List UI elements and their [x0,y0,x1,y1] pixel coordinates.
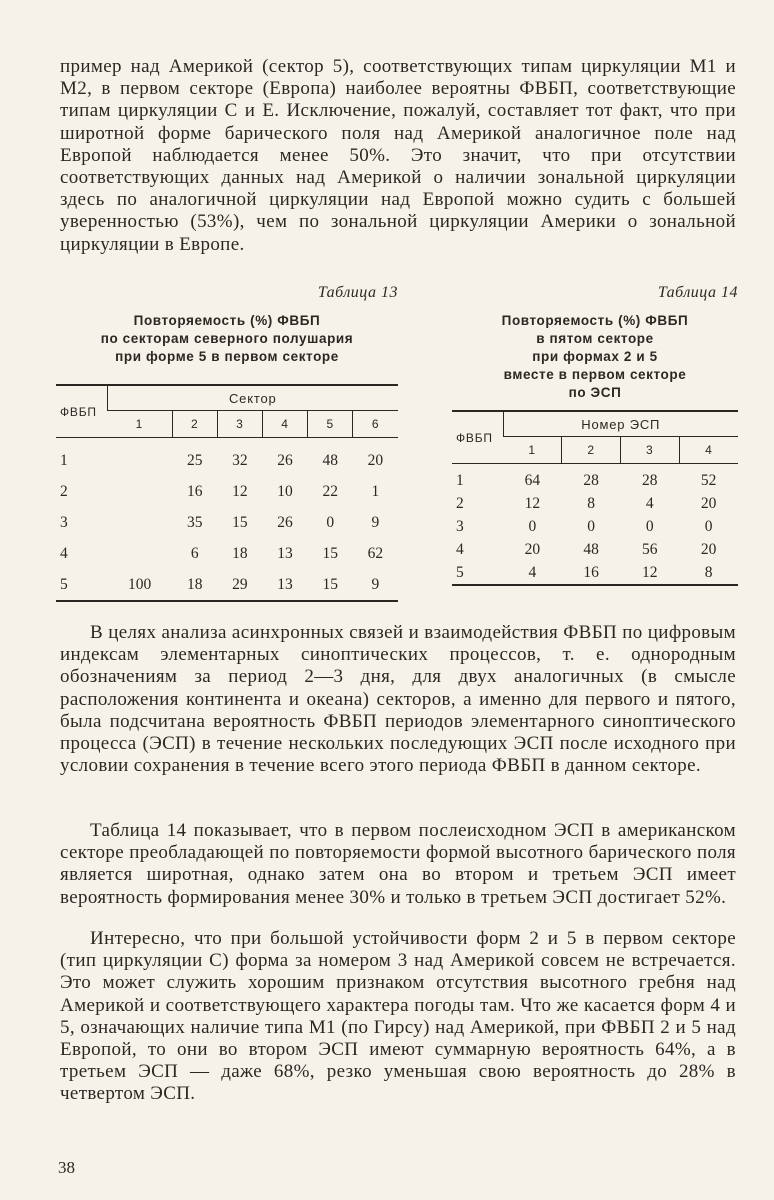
table-cell: 62 [367,544,384,562]
page-number: 38 [58,1158,75,1177]
table-14-row-label: 5 [456,563,464,581]
table-cell: 64 [524,471,541,489]
paragraph-intro: пример над Америкой (сектор 5), соответствующих типам циркуляции М1 и М2, в первом секторе (Европа) наиболее вероятны ФВБП, соответствующие типам циркуляции С и Е. Исключение, пожалуй, составляет тот факт, что при широтной форме барического поля над Америкой аналогичное поле над Европой наблюдается менее 50%. Это значит, что при отсутствии соответствующих данных над Америкой о наличии зональной циркуляции здесь по аналогичной циркуляции над Европой можно судить с большей уверенностью (53%), чем по зональной циркуляции Америки о зональной циркуляции в Европе. [60,56,736,255]
table-13-row-label: 4 [60,544,68,562]
table-cell: 6 [190,544,199,562]
table-cell: 0 [587,517,595,535]
table-14-row-label: 3 [456,517,464,535]
table-14-title-line: Повторяемость (%) ФВБП [501,313,689,328]
table-cell: 8 [704,563,713,581]
table-cell: 52 [700,471,717,489]
paragraph-analysis: В целях анализа асинхронных связей и взаимодействия ФВБП по цифровым индексам элементарных синоптических процессов, т. е. однородным обозначениям за период 2—3 дня, для двух аналогичных (в смысле расположения континента и океана) секторов, а именно для первого и пятого, была подсчитана вероятность ФВБП периодов элементарного синоптического процесса (ЭСП) в течение нескольких последующих ЭСП после исходного при условии сохранения в течение всего этого периода ФВБП в данном секторе. [60,622,736,777]
table-cell: 0 [528,517,537,535]
table-row [56,538,398,569]
table-13-row-label: 2 [60,482,68,500]
table-14-block [452,284,738,586]
table-cell: 20 [700,494,717,512]
table-13-row-label: 1 [60,451,68,469]
table-cell: 13 [277,544,293,562]
table-13-group-header: Сектор [107,385,398,411]
table-cell: 56 [642,540,658,558]
table-13-col-header: 6 [353,411,398,438]
table-row [452,464,738,493]
table-14-title-line: вместе в первом секторе [503,367,687,382]
table-14-title [452,312,738,402]
table-14-row-label: 2 [456,494,464,512]
table-14-row-label: 4 [456,540,464,558]
table-13-block [56,284,398,602]
table-14-group-header: Номер ЭСП [503,411,738,437]
table-cell: 22 [322,482,338,500]
table-row [452,515,738,538]
table-13-col-header: 1 [107,411,172,438]
table-cell: 18 [186,575,203,593]
table-cell: 48 [322,451,338,469]
table-cell: 0 [326,513,335,531]
table-row [452,492,738,515]
table-cell: 12 [642,563,658,581]
table-13-col-header: 2 [172,411,217,438]
table-13-label: Таблица 13 [317,284,398,301]
table-cell: 9 [371,513,380,531]
table-row [56,569,398,601]
table-cell: 16 [583,563,599,581]
table-cell: 0 [645,517,654,535]
table-cell: 20 [700,540,717,558]
table-14-title-line: в пятом секторе [536,331,654,346]
table-14-row-label: 1 [456,471,464,489]
table-cell: 13 [277,575,293,593]
table-14-row-header: ФВБП [452,411,503,464]
paragraph-interesting: Интересно, что при большой устойчивости форм 2 и 5 в первом секторе (тип циркуляции С) форма за номером 3 над Америкой совсем не встречается. Это может служить хорошим признаком отсутствия высотного гребня над Америкой и соответствующего характера погоды там. Что же касается форм 4 и 5, означающих наличие типа М1 (по Гирсу) над Америкой, при ФВБП 2 и 5 над Европой, то они во втором ЭСП имеют суммарную вероятность 64%, а в третьем ЭСП — даже 68%, резко уменьшая свою вероятность до 28% в четвертом ЭСП. [60,928,736,1105]
table-14-label: Таблица 14 [657,284,738,301]
table-cell: 20 [524,540,541,558]
table-cell: 29 [232,575,248,593]
table-cell: 32 [232,451,248,469]
table-row [56,507,398,538]
table-13-col-header: 4 [262,411,307,438]
table-13-col-header: 3 [217,411,262,438]
table-13-title-line: по секторам северного полушария [100,331,354,346]
table-cell: 28 [583,471,599,489]
table-cell: 35 [186,513,203,531]
paragraph-table14-discussion: Таблица 14 показывает, что в первом послеисходном ЭСП в американском секторе преобладающей по повторяемости формой высотного барического поля является широтная, однако затем она во втором и третьем ЭСП имеет вероятность формирования менее 30% и только в третьем ЭСП достигает 52%. [60,820,736,908]
table-cell: 16 [186,482,203,500]
table-cell: 100 [127,575,152,593]
table-cell: 25 [186,451,203,469]
table-cell: 48 [583,540,599,558]
table-cell: 0 [704,517,713,535]
table-14-title-line: при формах 2 и 5 [532,349,658,364]
table-cell [107,476,172,507]
table-13-title [56,312,398,366]
table-row [452,538,738,561]
table-cell: 15 [322,544,338,562]
table-cell: 10 [277,482,293,500]
table-13-col-header: 5 [308,411,353,438]
table-cell: 20 [367,451,384,469]
table-cell: 26 [277,451,293,469]
table-cell: 18 [232,544,248,562]
table-cell: 12 [232,482,248,500]
table-row [56,476,398,507]
table-cell: 26 [277,513,293,531]
table-row [452,561,738,585]
table-cell: 15 [322,575,338,593]
table-cell: 9 [371,575,380,593]
table-13-title-line: при форме 5 в первом секторе [115,349,339,364]
table-14-col-header: 3 [620,437,679,464]
table-cell: 8 [587,494,595,512]
table-13-row-header: ФВБП [56,385,107,438]
table-13-row-label: 5 [60,575,68,593]
table-13-row-label: 3 [60,513,68,531]
table-cell: 4 [528,563,537,581]
table-cell [107,438,172,477]
table-cell: 12 [524,494,541,512]
table-14-title-line: по ЭСП [568,385,622,400]
table-row [56,438,398,477]
table-13-title-line: Повторяемость (%) ФВБП [133,313,321,328]
table-cell [107,507,172,538]
table-14 [452,410,738,586]
table-cell: 4 [645,494,654,512]
table-14-col-header: 4 [679,437,738,464]
table-14-col-header: 2 [562,437,621,464]
table-cell: 1 [371,482,380,500]
table-cell [107,538,172,569]
table-cell: 28 [642,471,658,489]
table-cell: 15 [232,513,248,531]
table-13 [56,384,398,602]
table-14-col-header: 1 [503,437,562,464]
